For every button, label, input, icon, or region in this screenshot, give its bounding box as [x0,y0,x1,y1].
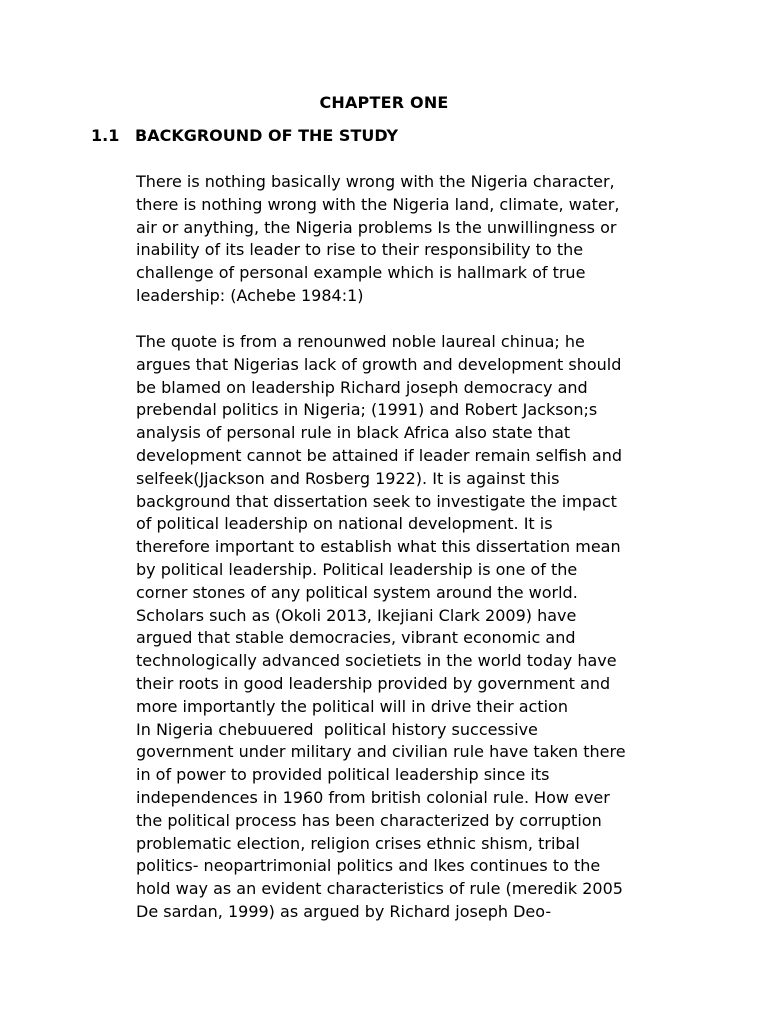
chapter-title: CHAPTER ONE [319,93,449,112]
text-line: hold way as an evident characteristics of rule (meredik 2005 [136,879,623,899]
body-paragraph [136,331,696,924]
text-line: selfeek(Jjackson and Rosberg 1922). It is against this [136,468,560,488]
text-line: be blamed on leadership Richard joseph democracy and [136,377,588,397]
text-line: development cannot be attained if leader remain selfish and [136,445,622,465]
text-line: by political leadership. Political leadership is one of the [136,559,578,579]
text-line: background that dissertation seek to investigate the impact [136,491,617,511]
text-line: prebendal politics in Nigeria; (1991) and Robert Jackson;s [136,400,598,420]
section-heading [91,125,398,147]
text-line: air or anything, the Nigeria problems Is the unwillingness or [136,217,617,237]
quote-paragraph [136,171,696,308]
text-line: inability of its leader to rise to their responsibility to the [136,240,584,260]
text-line: technologically advanced societiets in the world today have [136,651,617,671]
text-line: government under military and civilian rule have taken there [136,742,626,762]
text-line: of political leadership on national development. It is [136,514,553,534]
text-line: In Nigeria chebuuered political history successive [136,719,538,739]
text-line: The quote is from a renounwed noble laureal chinua; he [136,332,585,351]
text-line: their roots in good leadership provided by government and [136,673,611,693]
text-line: challenge of personal example which is hallmark of true [136,263,586,283]
text-line: leadership: (Achebe 1984:1) [136,285,364,305]
text-line: problematic election, religion crises ethnic shism, tribal [136,833,580,853]
text-line: in of power to provided political leadership since its [136,765,550,785]
text-line: argued that stable democracies, vibrant economic and [136,628,576,648]
text-line: De sardan, 1999) as argued by Richard joseph Deo- [136,901,552,921]
text-line: more importantly the political will in drive their action [136,696,568,716]
text-line: argues that Nigerias lack of growth and development should [136,354,622,374]
text-line: there is nothing wrong with the Nigeria land, climate, water, [136,194,620,214]
text-line: analysis of personal rule in black Africa also state that [136,423,571,443]
text-line: independences in 1960 from british colonial rule. How ever [136,787,610,807]
text-line: therefore important to establish what this dissertation mean [136,537,621,557]
text-line: Scholars such as (Okoli 2013, Ikejiani Clark 2009) have [136,605,577,625]
text-line: politics- neopartrimonial politics and lkes continues to the [136,856,601,876]
section-title: BACKGROUND OF THE STUDY [135,126,399,145]
section-number: 1.1 [91,126,120,145]
text-line: There is nothing basically wrong with the Nigeria character, [136,172,615,191]
text-line: corner stones of any political system around the world. [136,582,578,602]
text-line: the political process has been characterized by corruption [136,810,602,830]
